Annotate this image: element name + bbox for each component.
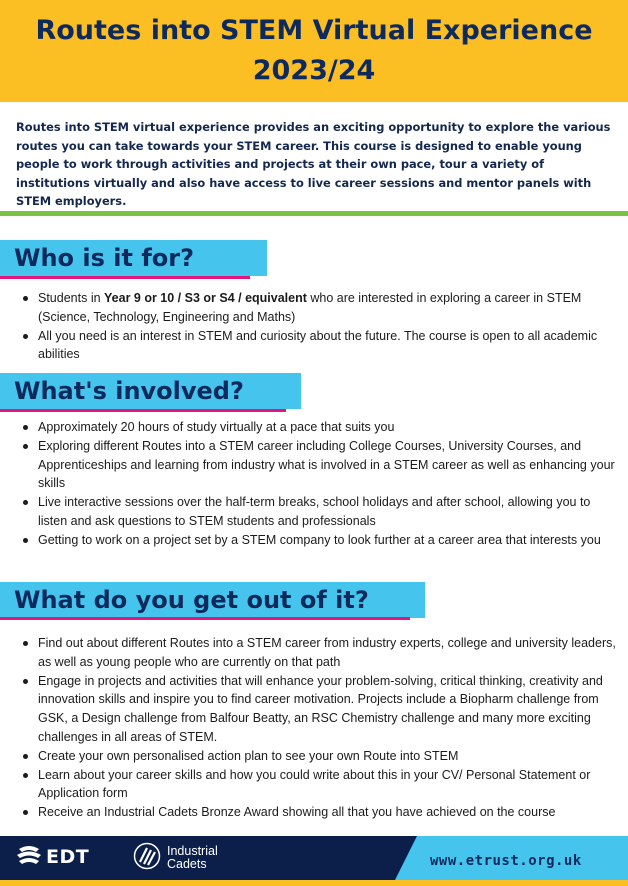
section-title-involved: What's involved?: [14, 377, 244, 405]
section-title-who: Who is it for?: [14, 244, 195, 272]
footer-bottom-bar: [0, 880, 628, 886]
list-item: Students in Year 9 or 10 / S3 or S4 / equivalent who are interested in exploring a career in STEM (Science, Technology, Engineering and Maths): [38, 289, 622, 327]
industrial-cadets-logo-text: Industrial Cadets: [167, 844, 218, 871]
page-header: [0, 0, 628, 102]
list-item: Engage in projects and activities that will enhance your problem-solving, critical thinking, creativity and innovation skills and inspire you to find career motivation. Projects include a Biopharm challenge from GSK, a Design challenge from Balfour Beatty, an RSC Chemistry challenge and many more exciting challenges in all areas of STEM.: [38, 672, 622, 747]
section-heading-benefits: [0, 582, 425, 618]
edt-logo-icon: [16, 843, 42, 871]
section-title-benefits: What do you get out of it?: [14, 586, 369, 614]
list-item: Approximately 20 hours of study virtually at a pace that suits you: [38, 418, 622, 437]
bullet-list-who: [18, 289, 622, 364]
section-heading-who: [0, 240, 267, 276]
intro-paragraph: Routes into STEM virtual experience provides an exciting opportunity to explore the various routes you can take towards your STEM career. This course is designed to enable young people to work through activities and projects at their own pace, tour a variety of institutions virtually and also have access to live career sessions and mentor panels with STEM employers.: [16, 120, 611, 209]
section-heading-involved: [0, 373, 301, 409]
list-item: Receive an Industrial Cadets Bronze Award showing all that you have achieved on the course: [38, 803, 622, 822]
year-group-emphasis: Year 9 or 10 / S3 or S4 / equivalent: [104, 291, 307, 305]
edt-logo: [16, 844, 89, 870]
bullet-list-benefits: [18, 634, 622, 822]
page-title: Routes into STEM Virtual Experience 2023/24: [35, 15, 593, 86]
list-item: Find out about different Routes into a STEM career from industry experts, college and university leaders, as well as young people who are currently on that path: [38, 634, 622, 672]
divider-pink-who: [0, 276, 250, 279]
list-item: Create your own personalised action plan to see your own Route into STEM: [38, 747, 622, 766]
edt-logo-text: EDT: [46, 846, 90, 868]
divider-green: [0, 211, 628, 216]
bullet-list-involved: [18, 418, 622, 550]
list-item: Exploring different Routes into a STEM career including College Courses, University Courses, and Apprenticeships and learning from industry what is involved in a STEM career as well as enhancing your skills: [38, 437, 622, 493]
divider-pink-benefits: [0, 617, 410, 620]
list-item: Getting to work on a project set by a STEM company to look further at a career area that interests you: [38, 531, 622, 550]
list-item: Learn about your career skills and how you could write about this in your CV/ Personal Statement or Application form: [38, 766, 622, 804]
industrial-cadets-logo: [133, 842, 218, 874]
divider-pink-involved: [0, 409, 286, 412]
website-link[interactable]: www.etrust.org.uk: [430, 853, 582, 869]
list-item: Live interactive sessions over the half-term breaks, school holidays and after school, allowing you to listen and ask questions to STEM students and professionals: [38, 493, 622, 531]
list-item: All you need is an interest in STEM and curiosity about the future. The course is open to all academic abilities: [38, 327, 622, 365]
industrial-cadets-logo-icon: [133, 842, 161, 874]
